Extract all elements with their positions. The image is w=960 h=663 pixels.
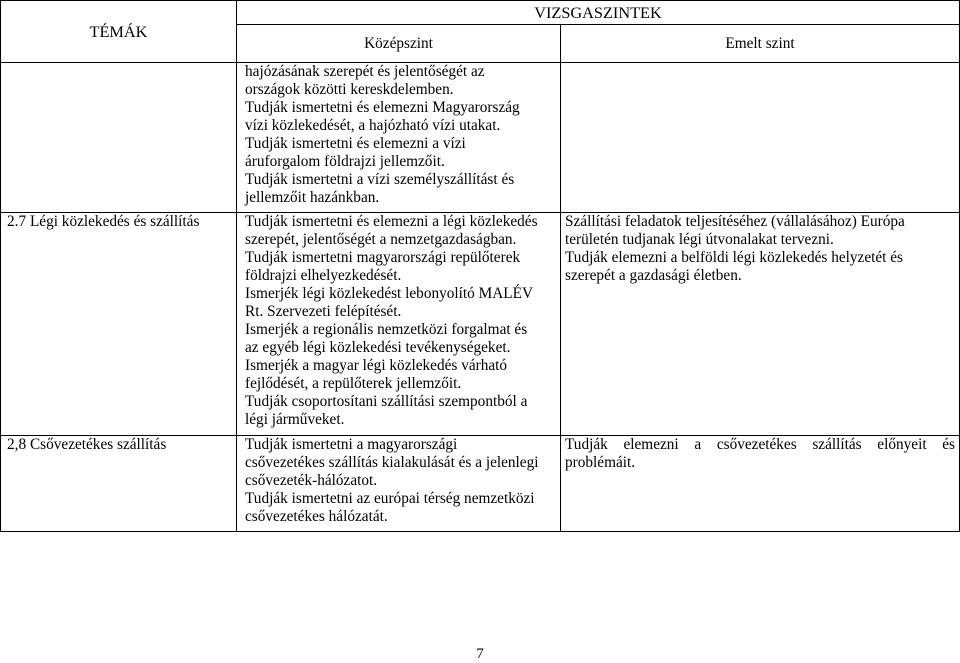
text-line: Tudják ismertetni az európai térség nemzetközi: [245, 490, 535, 507]
text-line: szerepét, jelentőségét a nemzetgazdaságban.: [245, 231, 517, 248]
text-line: az egyéb légi közlekedési tevékenységeket.: [245, 339, 511, 356]
text-line: Tudják elemezni a csővezetékes szállítás előnyeit és: [565, 436, 955, 453]
mid-level-cell: [237, 436, 561, 532]
text-line: jellemzőit hazánkban.: [245, 189, 380, 206]
text-line: szerepét a gazdasági életben.: [565, 267, 742, 284]
text-line: Tudják ismertetni a magyarországi: [245, 436, 458, 453]
adv-level-cell: [561, 63, 960, 213]
topic-cell: [1, 63, 237, 213]
mid-level-header: Középszint: [237, 25, 561, 63]
header-row-1: [1, 1, 960, 25]
text-line: Rt. Szervezeti felépítését.: [245, 303, 402, 320]
adv-level-cell: [561, 213, 960, 436]
text-line: Tudják ismertetni és elemezni a vízi: [245, 135, 466, 152]
text-line: Tudják ismertetni magyarországi repülőterek: [245, 249, 521, 266]
page-number: 7: [476, 646, 484, 662]
text-line: Tudják ismertetni a vízi személyszállítást és: [245, 171, 515, 188]
topics-header: TÉMÁK: [1, 1, 237, 63]
text-line: csővezeték-hálózatot.: [245, 472, 378, 489]
text-line: országok közötti kereskdelemben.: [245, 81, 454, 98]
text-line: Tudják csoportosítani szállítási szempontból a: [245, 393, 528, 410]
text-line: fejlődését, a repülőterek jellemzőit.: [245, 375, 462, 392]
mid-level-cell: [237, 63, 561, 213]
text-line: Tudják ismertetni és elemezni a légi közlekedés: [245, 213, 538, 230]
topic-cell: 2.7 Légi közlekedés és szállítás: [1, 213, 237, 436]
text-line: légi járműveket.: [245, 411, 345, 428]
adv-level-header: Emelt szint: [561, 25, 960, 63]
text-line: Ismerjék légi közlekedést lebonyolító MALÉV: [245, 285, 534, 302]
text-line: csővezetékes hálózatát.: [245, 508, 388, 525]
table-row: [1, 63, 960, 213]
adv-level-cell: [561, 436, 960, 532]
text-line: területén tudjanak légi útvonalakat tervezni.: [565, 231, 834, 248]
exam-levels-header: VIZSGASZINTEK: [237, 1, 960, 25]
text-line: Szállítási feladatok teljesítéséhez (vállalásához) Európa: [565, 213, 905, 230]
table-row: [1, 436, 960, 532]
text-line: áruforgalom földrajzi jellemzőit.: [245, 153, 445, 170]
text-line: Tudják elemezni a belföldi légi közlekedés helyzetét és: [565, 249, 903, 266]
text-line: problémáit.: [565, 454, 636, 471]
text-line: vízi közlekedését, a hajózható vízi utakat.: [245, 117, 501, 134]
table-row: [1, 213, 960, 436]
text-line: földrajzi elhelyezkedését.: [245, 267, 402, 284]
text-line: hajózásának szerepét és jelentőségét az: [245, 63, 485, 80]
text-line: Ismerjék a regionális nemzetközi forgalmat és: [245, 321, 528, 338]
text-line: csővezetékes szállítás kialakulását és a jelenlegi: [245, 454, 539, 471]
topic-cell: 2,8 Csővezetékes szállítás: [1, 436, 237, 532]
text-line: Ismerjék a magyar légi közlekedés várható: [245, 357, 508, 374]
mid-level-cell: [237, 213, 561, 436]
text-line: Tudják ismertetni és elemezni Magyarország: [245, 99, 520, 116]
